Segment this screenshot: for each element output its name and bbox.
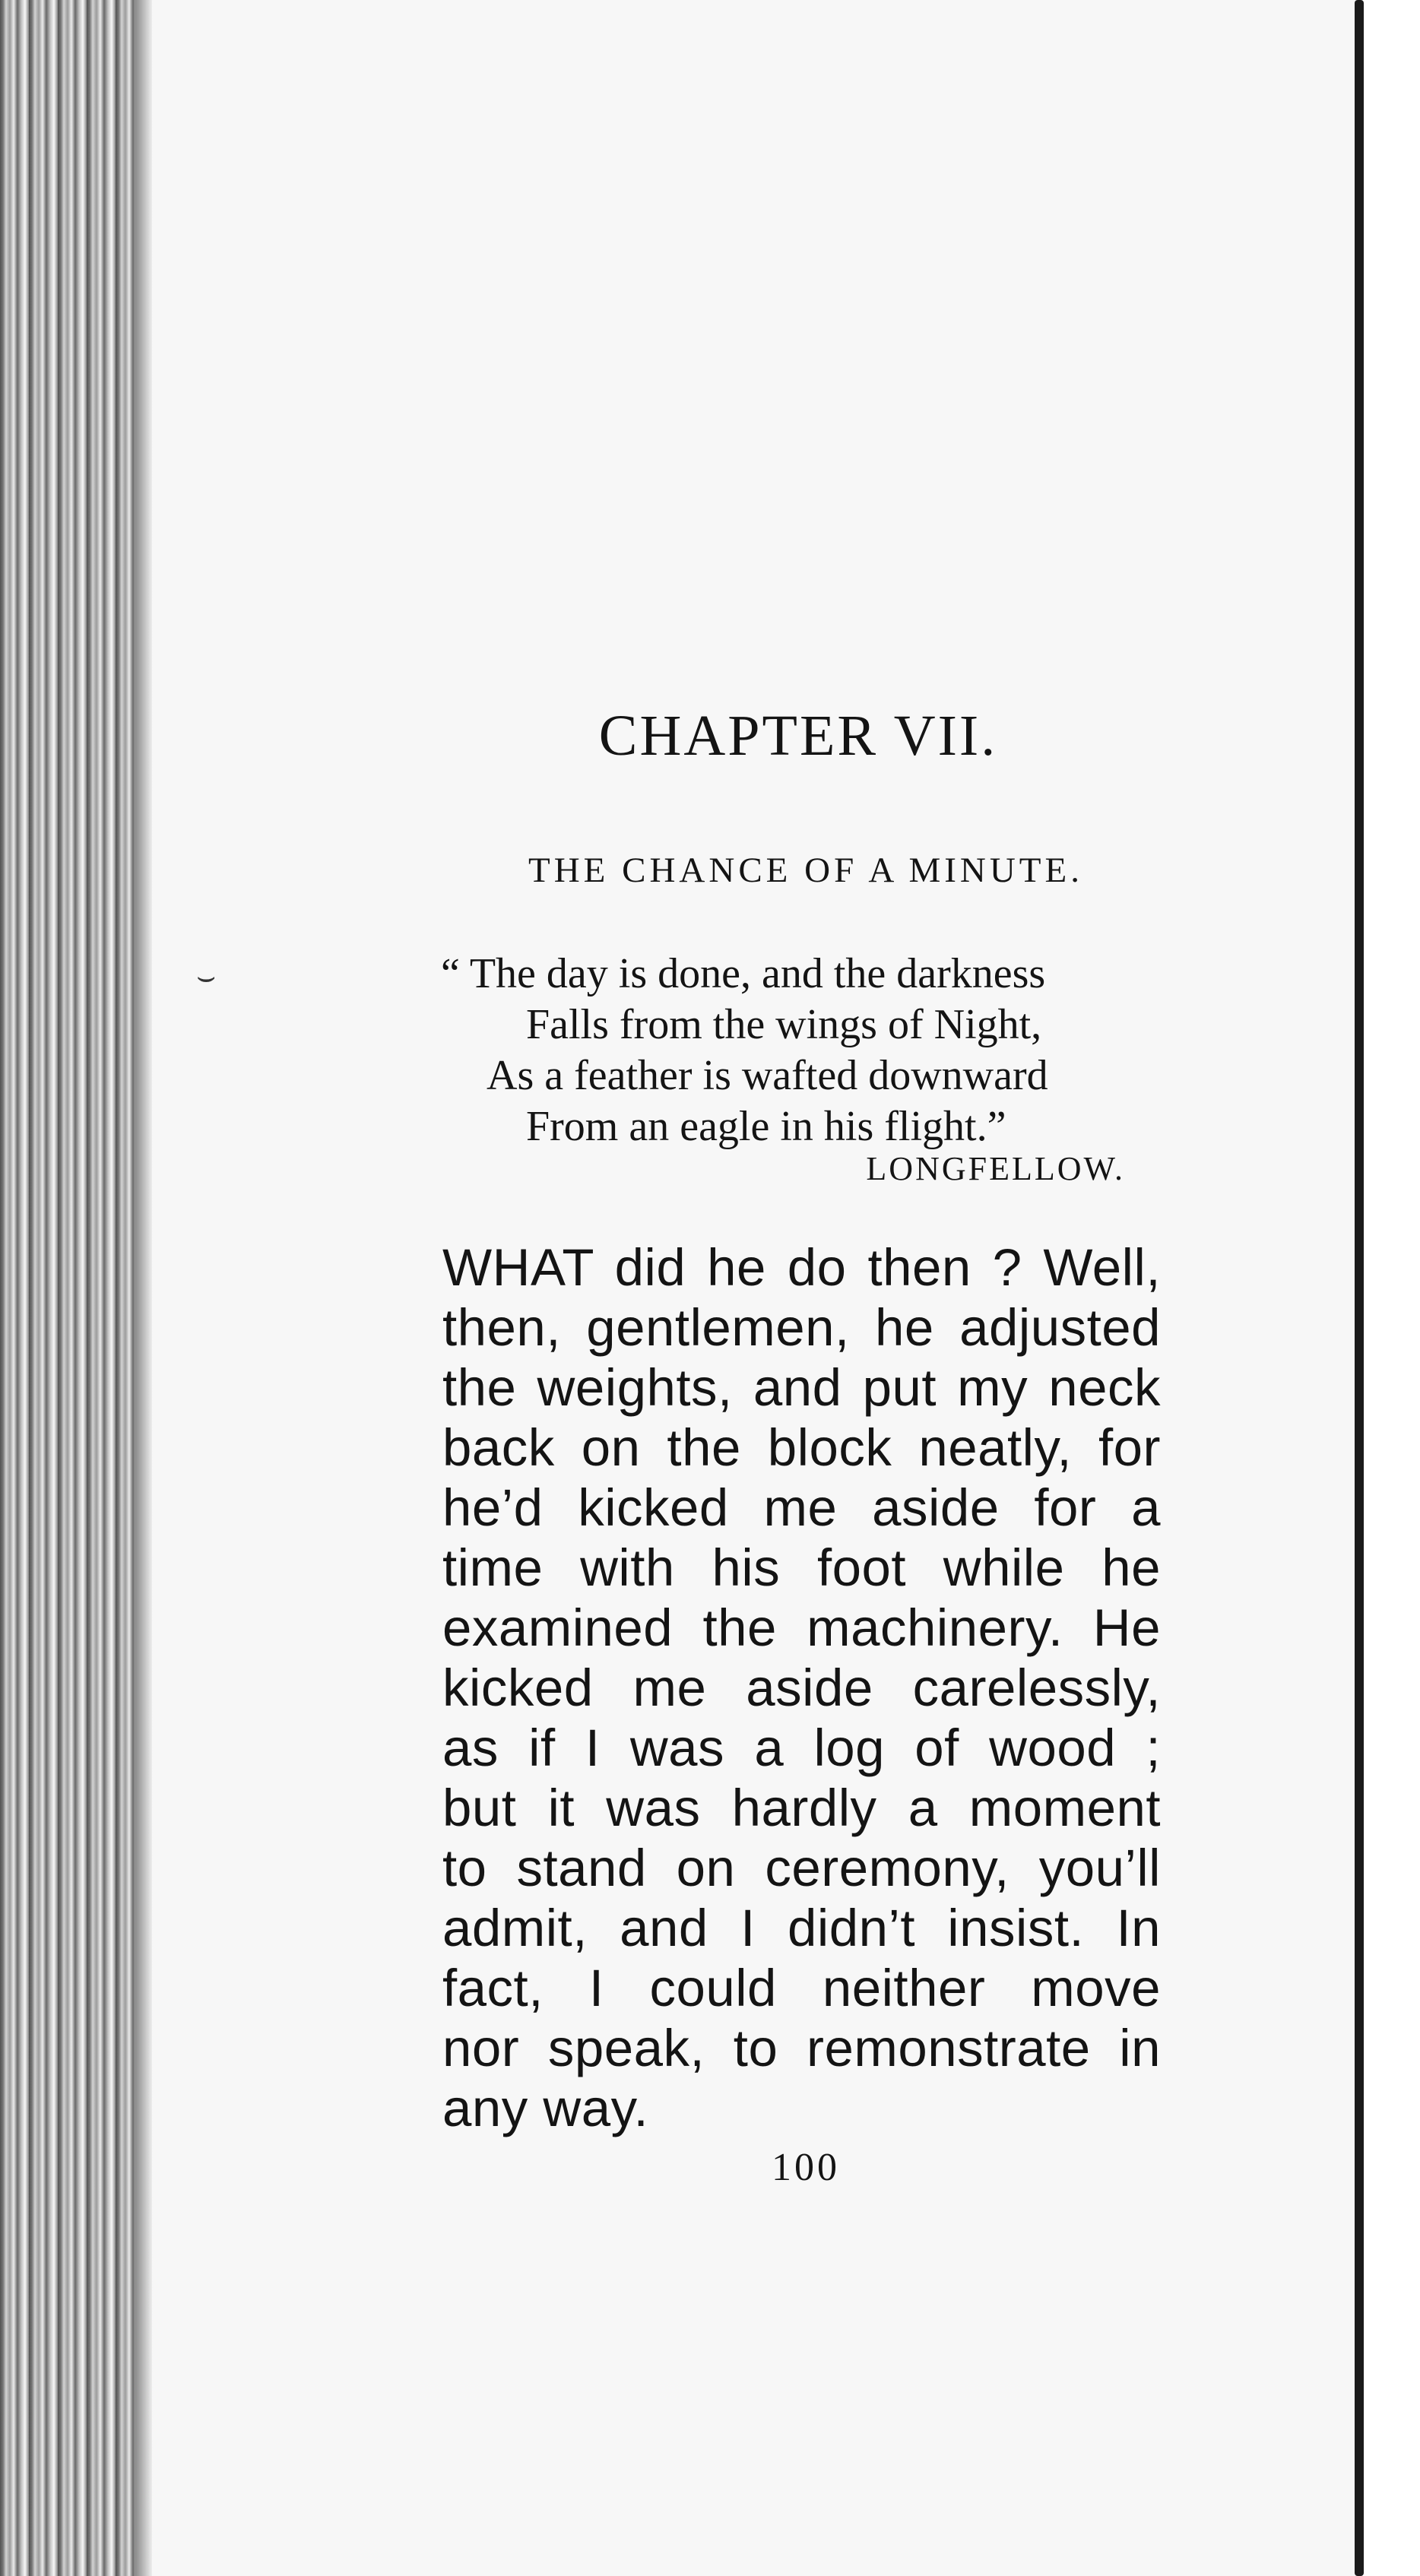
page-number: 100 <box>772 2146 840 2189</box>
epigraph-line: As a feather is wafted downward <box>487 1052 1048 1099</box>
body-line: admit, and I didn’t insist. In <box>442 1899 1161 1957</box>
page-right-edge <box>1355 0 1364 2576</box>
chapter-title: CHAPTER VII. <box>598 704 998 768</box>
body-line: to stand on ceremony, you’ll <box>442 1839 1161 1897</box>
pencil-mark: ⌣ <box>196 959 217 994</box>
body-line: time with his foot while he <box>442 1538 1161 1597</box>
epigraph-line: From an eagle in his flight.” <box>526 1103 1006 1150</box>
body-line: any way. <box>442 2079 649 2137</box>
epigraph-line: “ The day is done, and the darkness <box>441 950 1046 997</box>
page-edges <box>0 0 152 2576</box>
body-line: kicked me aside carelessly, <box>442 1659 1161 1717</box>
body-line: as if I was a log of wood ; <box>442 1719 1161 1777</box>
body-line: examined the machinery. He <box>442 1599 1161 1657</box>
body-line: but it was hardly a moment <box>442 1779 1161 1837</box>
body-line: back on the block neatly, for <box>442 1418 1161 1477</box>
epigraph <box>441 949 1186 1152</box>
body-line: fact, I could neither move <box>442 1959 1161 2017</box>
body-line: WHAT did he do then ? Well, <box>442 1238 1161 1297</box>
epigraph-attribution: LONGFELLOW. <box>866 1150 1125 1187</box>
body-line: he’d kicked me aside for a <box>442 1478 1161 1537</box>
chapter-subtitle: THE CHANCE OF A MINUTE. <box>528 851 1083 890</box>
body-line: nor speak, to remonstrate in <box>442 2019 1161 2077</box>
body-line: the weights, and put my neck <box>442 1358 1161 1417</box>
scan-margin <box>1364 0 1420 2576</box>
body-text <box>442 1237 1161 2138</box>
body-line: then, gentlemen, he adjusted <box>442 1298 1161 1357</box>
epigraph-line: Falls from the wings of Night, <box>526 1001 1042 1048</box>
